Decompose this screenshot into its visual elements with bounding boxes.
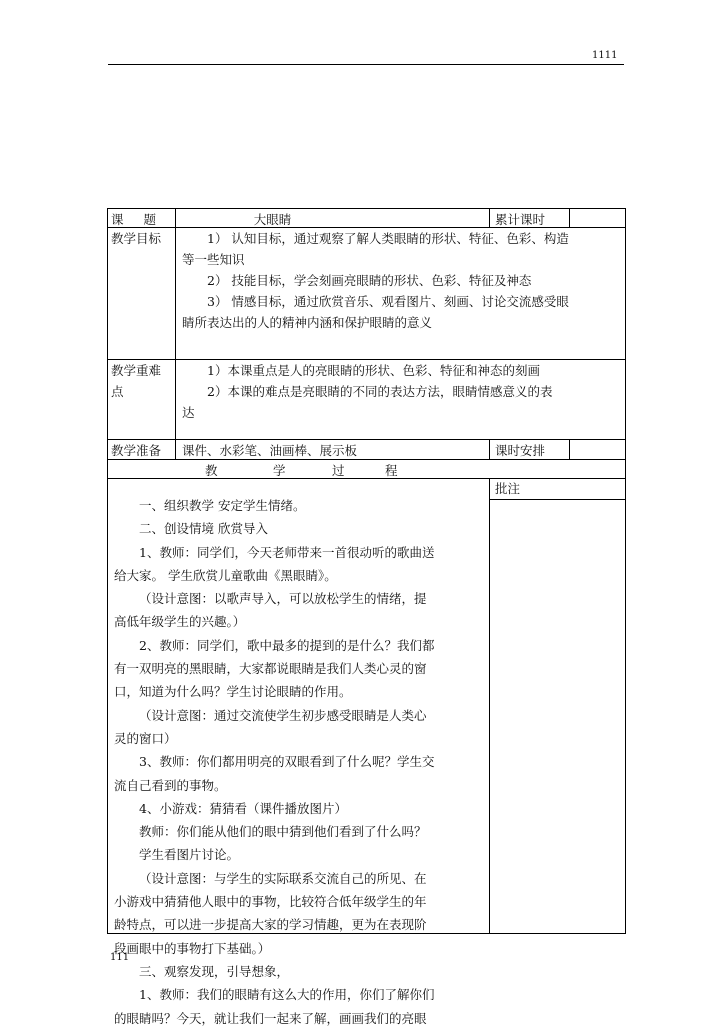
process-line: 口，知道为什么吗？学生讨论眼睛的作用。 [114,684,352,700]
process-heading [108,460,625,478]
process-line: 三、观察发现，引导想象， [139,963,290,979]
notes-label: 批注 [490,479,625,500]
process-line: （设计意图：以歌声导入，可以放松学生的情绪，提 [139,591,427,607]
preparation-value: 课件、水彩笔、油画棒、展示板 [176,440,490,459]
process-line: 1、教师：我们的眼睛有这么大的作用，你们了解你们 [139,987,435,1003]
process-line: 的眼睛吗？今天，就让我们一起来了解，画画我们的亮眼 [114,1010,427,1026]
notes-column [490,479,625,933]
key-point-line: 2）本课的难点是亮眼睛的不同的表达方法，眼睛情感意义的表 [207,384,553,399]
preparation-row [108,440,625,460]
goals-label: 教学目标 [108,228,176,359]
process-line: 二、创设情境 欣赏导入 [139,521,268,537]
goals-content [176,228,625,359]
page-footer-number: 111 [110,952,130,963]
page-header-number: 1111 [592,50,618,61]
process-line: 一、组织教学 安定学生情绪。 [139,498,306,513]
goal-line: 3） 情感目标，通过欣赏音乐、观看图片、刻画、讨论交流感受眼 [207,294,569,309]
topic-value: 大眼睛 [176,209,490,227]
process-heading-row [108,460,625,479]
goal-line: 2） 技能目标，学会刻画亮眼睛的形状、色彩、特征及神态 [207,273,532,288]
key-point-line: 1）本课重点是人的亮眼睛的形状、色彩、特征和神态的刻画 [207,363,540,378]
process-line: 学生看图片讨论。 [139,847,240,863]
process-line: 灵的窗口） [114,730,177,746]
header-rule [108,64,624,65]
process-line: 流自己看到的事物。 [114,777,227,793]
goals-row [108,228,625,360]
process-line: 段画眼中的事物打下基础。） [114,940,271,956]
key-point-line: 达 [182,405,195,420]
preparation-label: 教学准备 [108,440,176,459]
process-line: 4、小游戏：猜猜看（课件播放图片） [139,800,347,816]
key-points-label [108,360,176,439]
schedule-label: 课时安排 [490,440,570,459]
process-line: 教师：你们能从他们的眼中猜到他们看到了什么吗？ [139,824,427,840]
key-points-row [108,360,625,440]
topic-row [108,209,625,228]
process-line: 小游戏中猜猜他人眼中的事物，比较符合低年级学生的年 [114,894,427,910]
process-line: （设计意图：通过交流使学生初步感受眼睛是人类心 [139,707,427,723]
process-line: （设计意图：与学生的实际联系交流自己的所见、在 [139,870,427,886]
schedule-value [570,440,625,459]
topic-label: 课 题 [108,209,176,227]
key-points-label-line: 教学重难 [111,363,162,378]
process-line: 1、教师：同学们，今天老师带来一首很动听的歌曲送 [139,544,435,560]
cumulative-hours-label: 累计课时 [490,209,570,227]
process-heading-char: 学 [273,463,286,478]
process-line: 高低年级学生的兴趣。） [114,614,246,630]
key-points-content [176,360,625,439]
cumulative-hours-value [570,209,625,227]
process-line: 3、教师：你们都用明亮的双眼看到了什么呢？学生交 [139,754,435,770]
goal-line: 等一些知识 [182,252,245,267]
process-heading-char: 程 [385,463,398,478]
key-points-label-line: 点 [111,384,124,399]
goal-line: 1） 认知目标，通过观察了解人类眼睛的形状、特征、色彩、构造 [207,231,569,246]
process-line: 龄特点，可以进一步提高大家的学习情趣，更为在表现阶 [114,917,427,933]
goal-line: 睛所表达出的人的精神内涵和保护眼睛的意义 [182,315,433,330]
process-heading-char: 过 [332,463,345,478]
process-line: 有一双明亮的黑眼睛，大家都说眼睛是我们人类心灵的窗 [114,661,427,677]
process-line: 2、教师：同学们，歌中最多的提到的是什么？我们都 [139,637,435,653]
process-heading-char: 教 [205,463,218,478]
process-line: 给大家。 学生欣赏儿童歌曲《黑眼睛》。 [114,567,337,583]
